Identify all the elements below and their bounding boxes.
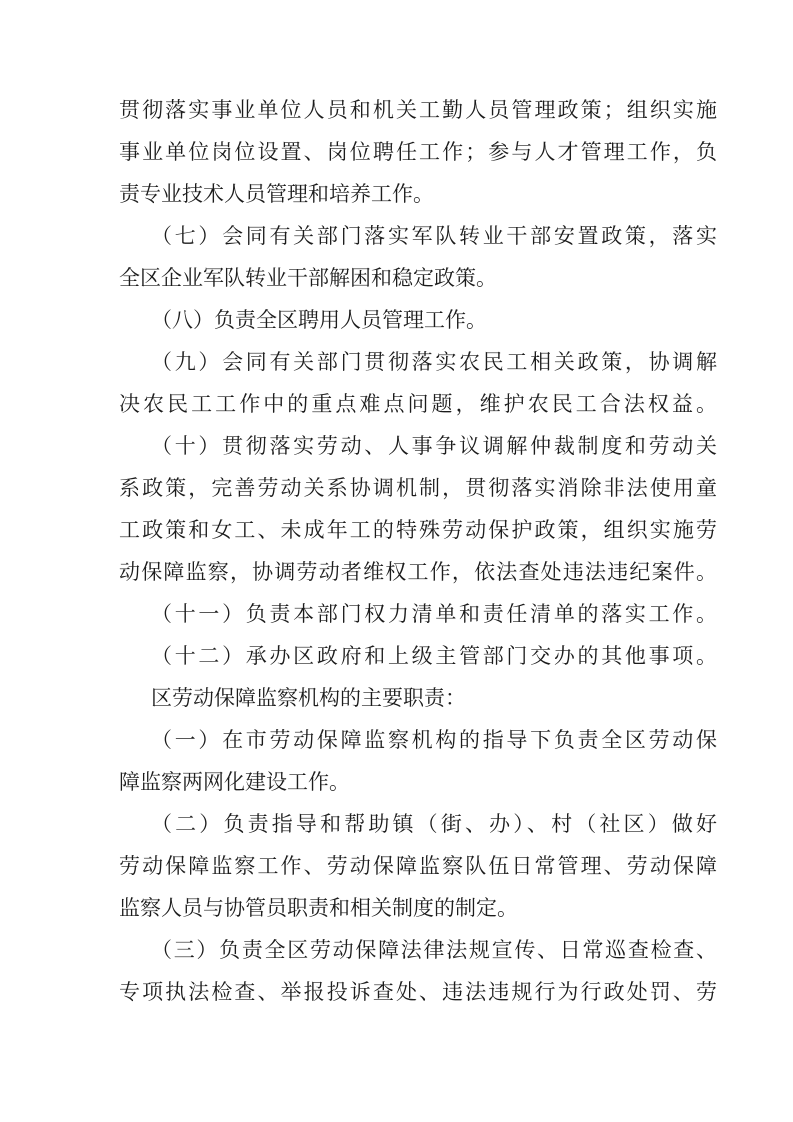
text-line: 事业单位岗位设置、岗位聘任工作；参与人才管理工作，负 (119, 140, 717, 164)
text-line: （十）贯彻落实劳动、人事争议调解仲裁制度和劳动关 (151, 434, 717, 458)
document-body (119, 89, 717, 1013)
text-line: 贯彻落实事业单位人员和机关工勤人员管理政策；组织实施 (119, 98, 717, 122)
text-line: 障监察两网化建设工作。 (119, 770, 350, 794)
text-line: 责专业技术人员管理和培养工作。 (119, 182, 434, 206)
text-line: （二）负责指导和帮助镇（街、办）、村（社区）做好 (151, 812, 717, 836)
text-line: （三）负责全区劳动保障法律法规宣传、日常巡查检查、 (151, 938, 717, 962)
text-line: 工政策和女工、未成年工的特殊劳动保护政策，组织实施劳 (119, 518, 717, 542)
text-line: 监察人员与协管员职责和相关制度的制定。 (119, 896, 518, 920)
text-line: （十二）承办区政府和上级主管部门交办的其他事项。 (151, 644, 717, 668)
text-line: （七）会同有关部门落实军队转业干部安置政策，落实 (151, 224, 717, 248)
text-line: （九）会同有关部门贯彻落实农民工相关政策，协调解 (151, 350, 717, 374)
text-line: 动保障监察，协调劳动者维权工作，依法查处违法违纪案件。 (119, 560, 717, 584)
text-line: （一）在市劳动保障监察机构的指导下负责全区劳动保 (151, 728, 717, 752)
text-line: （八）负责全区聘用人员管理工作。 (151, 308, 487, 332)
text-line: 系政策，完善劳动关系协调机制，贯彻落实消除非法使用童 (119, 476, 717, 500)
text-line: 劳动保障监察工作、劳动保障监察队伍日常管理、劳动保障 (119, 854, 717, 878)
text-line: （十一）负责本部门权力清单和责任清单的落实工作。 (151, 602, 717, 626)
text-line: 全区企业军队转业干部解困和稳定政策。 (119, 266, 497, 290)
text-line: 决农民工工作中的重点难点问题，维护农民工合法权益。 (119, 392, 717, 416)
text-line: 专项执法检查、举报投诉查处、违法违规行为行政处罚、劳 (119, 980, 717, 1004)
text-line: 区劳动保障监察机构的主要职责： (151, 686, 466, 710)
